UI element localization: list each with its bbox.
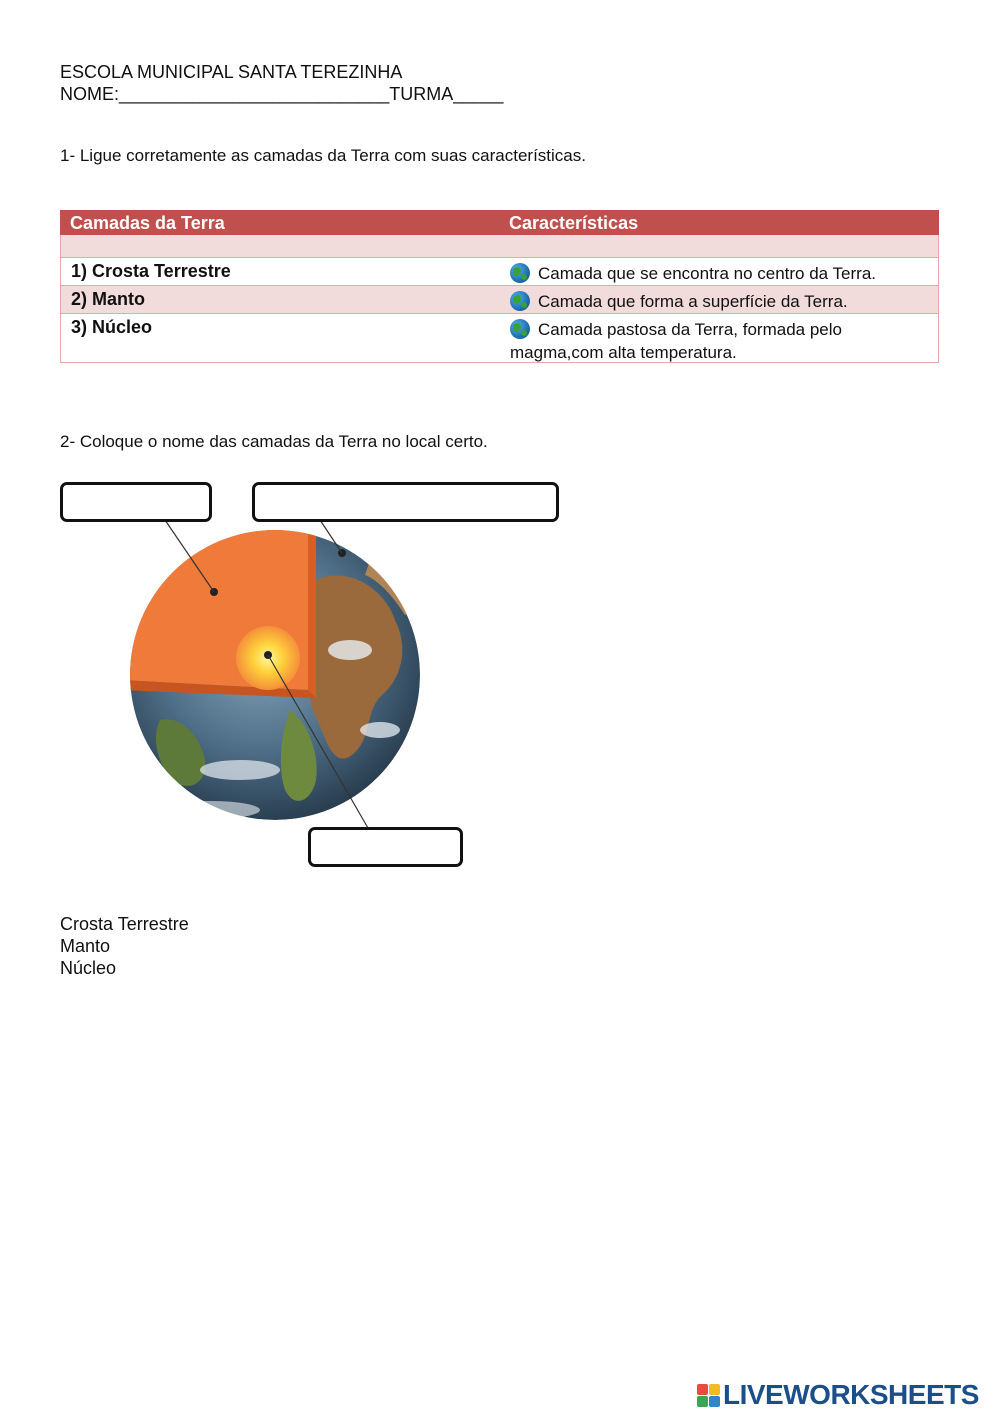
school-name: ESCOLA MUNICIPAL SANTA TEREZINHA	[60, 62, 403, 82]
table-band-row	[60, 235, 939, 258]
question-1-prompt: 1- Ligue corretamente as camadas da Terra com suas características.	[60, 146, 586, 165]
table-header-characteristics: Características	[509, 213, 639, 233]
characteristic-2-text: Camada que forma a superfície da Terra.	[538, 292, 848, 311]
characteristic-1[interactable]	[510, 262, 930, 285]
question-2-prompt: 2- Coloque o nome das camadas da Terra no local certo.	[60, 432, 488, 451]
answer-box-mantle[interactable]	[60, 482, 212, 522]
answer-box-crust[interactable]	[252, 482, 559, 522]
characteristic-3[interactable]	[510, 318, 930, 364]
name-class-line: NOME:___________________________TURMA_____	[60, 84, 504, 104]
liveworksheets-wordmark: LIVEWORKSHEETS	[723, 1379, 979, 1410]
word-bank	[60, 913, 189, 979]
characteristic-1-text: Camada que se encontra no centro da Terra.	[538, 264, 877, 283]
cloud	[200, 760, 280, 780]
crust-pointer-dot	[338, 549, 346, 557]
characteristic-2[interactable]	[510, 290, 930, 313]
table-header-layers: Camadas da Terra	[70, 213, 225, 233]
mantle-edge	[308, 520, 316, 698]
table-header-row	[60, 210, 939, 235]
globe-icon	[510, 319, 530, 339]
layers-table	[60, 210, 939, 363]
layer-manto[interactable]: 2) Manto	[71, 289, 145, 309]
word-bank-item: Núcleo	[60, 958, 117, 978]
layer-nucleo[interactable]: 3) Núcleo	[71, 317, 153, 337]
characteristic-3-text: Camada pastosa da Terra, formada pelo magma,com alta temperatura.	[510, 320, 842, 362]
answer-box-core[interactable]	[308, 827, 463, 867]
mantle-pointer-dot	[210, 588, 218, 596]
cloud	[328, 640, 372, 660]
core-pointer-dot	[264, 651, 272, 659]
table-row	[60, 314, 939, 363]
earth-layers-illustration	[120, 520, 430, 830]
cloud	[360, 722, 400, 738]
layer-crosta[interactable]: 1) Crosta Terrestre	[71, 261, 231, 281]
globe-icon	[510, 291, 530, 311]
liveworksheets-logo-icon	[697, 1384, 720, 1407]
table-row	[60, 286, 939, 314]
table-row	[60, 258, 939, 286]
globe-icon	[510, 263, 530, 283]
liveworksheets-brand	[697, 1378, 979, 1412]
word-bank-item: Manto	[60, 936, 111, 956]
cloud	[160, 801, 260, 819]
word-bank-item: Crosta Terrestre	[60, 914, 189, 934]
